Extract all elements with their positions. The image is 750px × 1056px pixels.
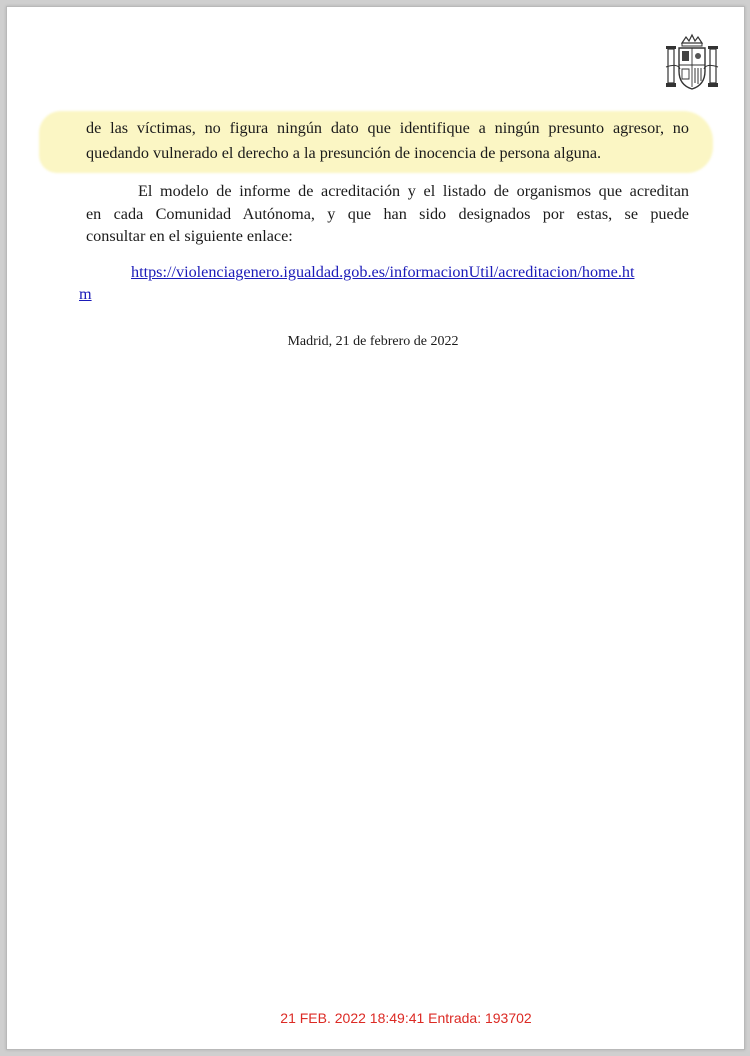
paragraph-2-line-3: consultar en el siguiente enlace:	[86, 227, 293, 245]
document-page	[6, 6, 745, 1050]
date-line: Madrid, 21 de febrero de 2022	[287, 334, 459, 349]
accreditation-link-line-2[interactable]: m	[79, 285, 92, 303]
paragraph-1-line-1: de las víctimas, no figura ningún dato que identifique a ningún presunto agresor, no	[86, 119, 689, 137]
registry-stamp: 21 FEB. 2022 18:49:41 Entrada: 193702	[280, 1010, 532, 1026]
paragraph-2-line-1: El modelo de informe de acreditación y el listado de organismos que acreditan	[138, 182, 689, 200]
paragraph-1-line-2: quedando vulnerado el derecho a la presunción de inocencia de persona alguna.	[86, 144, 602, 162]
accreditation-link-line-1[interactable]: https://violenciagenero.igualdad.gob.es/informacionUtil/acreditacion/home.ht	[131, 263, 635, 281]
paragraph-2-line-2: en cada Comunidad Autónoma, y que han sido designados por estas, se puede	[86, 205, 689, 223]
spain-coat-of-arms-icon	[664, 33, 720, 93]
